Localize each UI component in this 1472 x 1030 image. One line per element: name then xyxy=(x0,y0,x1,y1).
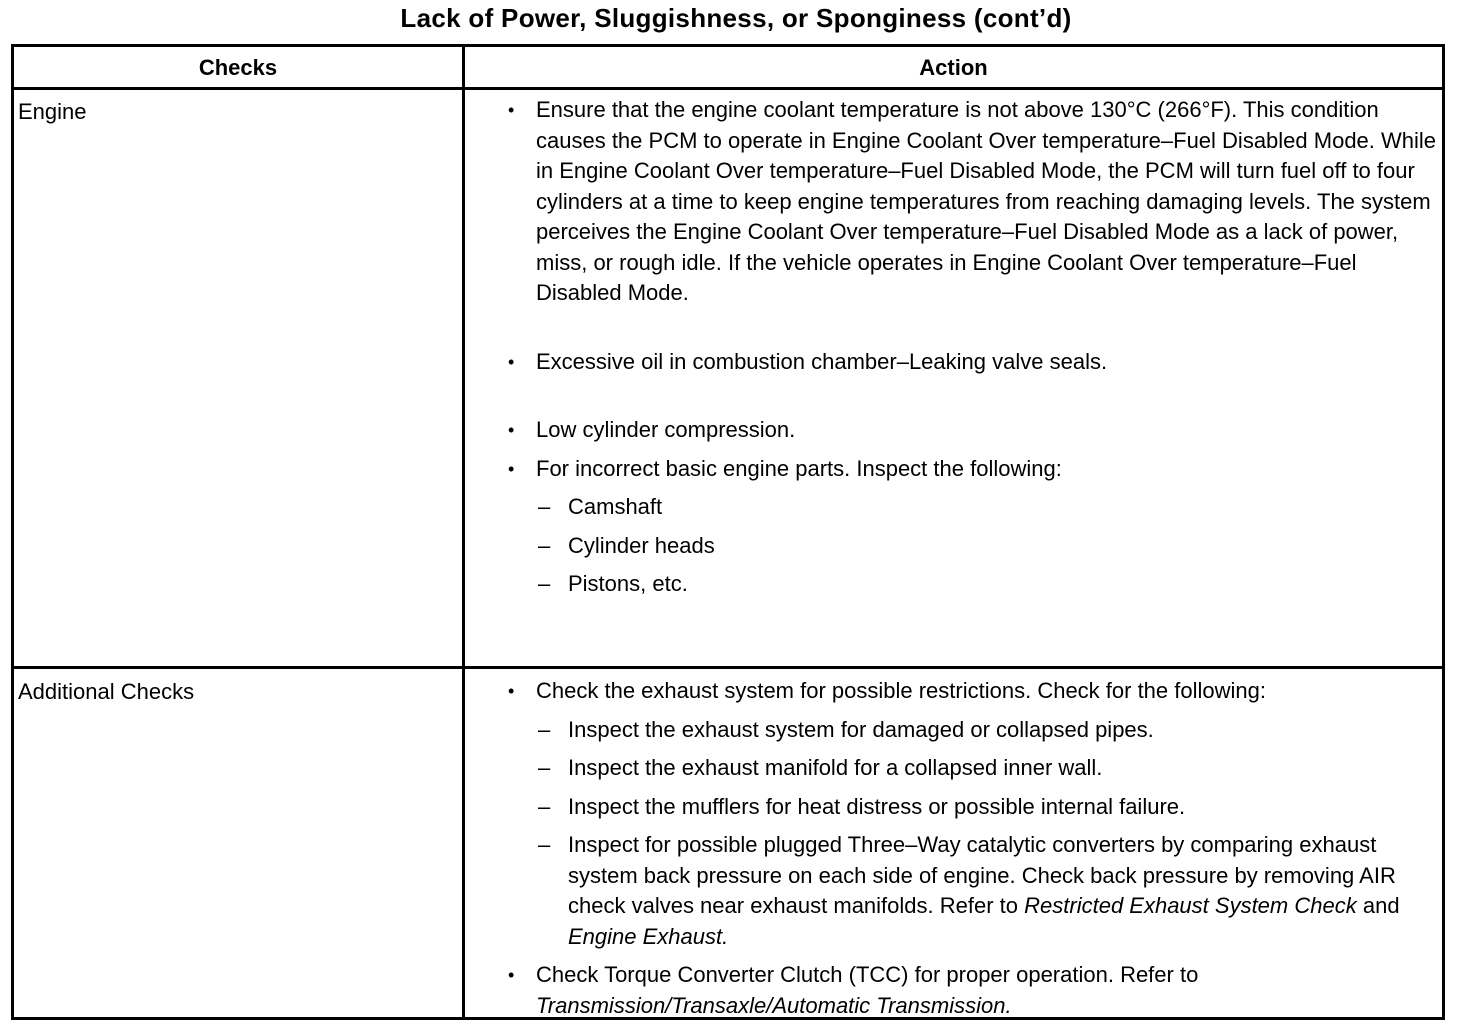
dash-icon: – xyxy=(538,532,551,558)
dash-icon: – xyxy=(538,571,551,596)
sub-item-text: Inspect the exhaust system for damaged or collapsed pipes. xyxy=(568,716,1154,742)
bullet-text: Check the exhaust system for possible restrictions. Check for the following: xyxy=(536,678,1266,703)
check-additional: Additional Checks xyxy=(18,679,195,704)
bullet-text: Ensure that the engine coolant temperature is not above 130°C (266°F). This condition causes the PCM to operate in Engine Coolant Over temperature–Fuel Disabled Mode. While in Engine Coolant Over temperature–Fuel Disabled Mode, the PCM will turn fuel off to four cylinders at a time to keep engine temperatures from reaching damaging levels. The system perceives the Engine Coolant Over temperature–Fuel Disabled Mode as a lack of power, miss, or rough idle. If the vehicle operates in Engine Coolant Over temperature–Fuel Disabled Mode. xyxy=(536,97,1437,305)
bullet-icon: • xyxy=(508,458,515,479)
bullet-icon: • xyxy=(508,965,515,985)
reference-link: Transmission/Transaxle/Automatic Transmission xyxy=(536,992,1006,1018)
bullet-icon: • xyxy=(508,100,515,120)
dash-icon: – xyxy=(538,755,551,780)
list-item xyxy=(504,676,1438,707)
sub-item-text: Inspect for possible plugged Three–Way catalytic converters by comparing exhaust system back pressure on each side of engine. Check back pressure by removing AIR check valves near exhaust manifolds. Refer to xyxy=(568,832,1396,918)
dash-icon: – xyxy=(538,716,551,742)
additional-actions xyxy=(504,676,1438,1021)
list-item xyxy=(504,347,1438,378)
reference-link: Restricted Exhaust System Check xyxy=(1024,893,1357,918)
list-item xyxy=(504,415,1438,446)
joiner-text: and xyxy=(1362,893,1400,918)
bullet-text: For incorrect basic engine parts. Inspect the following: xyxy=(536,455,1062,481)
list-item xyxy=(504,95,1438,309)
sub-item-text: Cylinder heads xyxy=(568,532,715,558)
bullet-text: Check Torque Converter Clutch (TCC) for proper operation. Refer to xyxy=(536,962,1199,987)
sub-item-text: Camshaft xyxy=(568,494,663,519)
bullet-icon: • xyxy=(508,351,515,372)
sub-list-item xyxy=(504,569,1438,600)
sub-item-text: Inspect the mufflers for heat distress or possible internal failure. xyxy=(568,793,1186,819)
dash-icon: – xyxy=(538,494,551,519)
period-text: . xyxy=(722,923,729,949)
sub-list-item xyxy=(504,492,1438,523)
sub-list-item xyxy=(504,715,1438,746)
check-engine: Engine xyxy=(18,99,87,124)
list-item xyxy=(504,454,1438,485)
page-title: Lack of Power, Sluggishness, or Sponginess (cont’d) xyxy=(400,3,1072,33)
sub-list-item xyxy=(504,792,1438,823)
bullet-icon: • xyxy=(508,420,515,440)
header-action: Action xyxy=(919,55,988,80)
dash-icon: – xyxy=(538,832,551,857)
period-text: . xyxy=(1005,992,1012,1018)
column-divider xyxy=(462,47,465,1017)
sub-item-text: Inspect the exhaust manifold for a collapsed inner wall. xyxy=(568,755,1103,780)
engine-actions xyxy=(504,95,1438,600)
sub-list-item xyxy=(504,753,1438,784)
sub-item-text: Pistons, etc. xyxy=(568,571,688,596)
row-divider xyxy=(14,666,1442,669)
bullet-text: Excessive oil in combustion chamber–Leaking valve seals. xyxy=(536,348,1108,374)
diagnosis-table xyxy=(11,44,1445,1020)
bullet-icon: • xyxy=(508,681,515,701)
dash-icon: – xyxy=(538,793,551,819)
bullet-text: Low cylinder compression. xyxy=(536,417,796,442)
header-checks: Checks xyxy=(198,55,278,80)
sub-list-item xyxy=(504,531,1438,562)
sub-list-item xyxy=(504,830,1438,952)
list-item xyxy=(504,960,1438,1021)
reference-link: Engine Exhaust xyxy=(568,923,723,949)
